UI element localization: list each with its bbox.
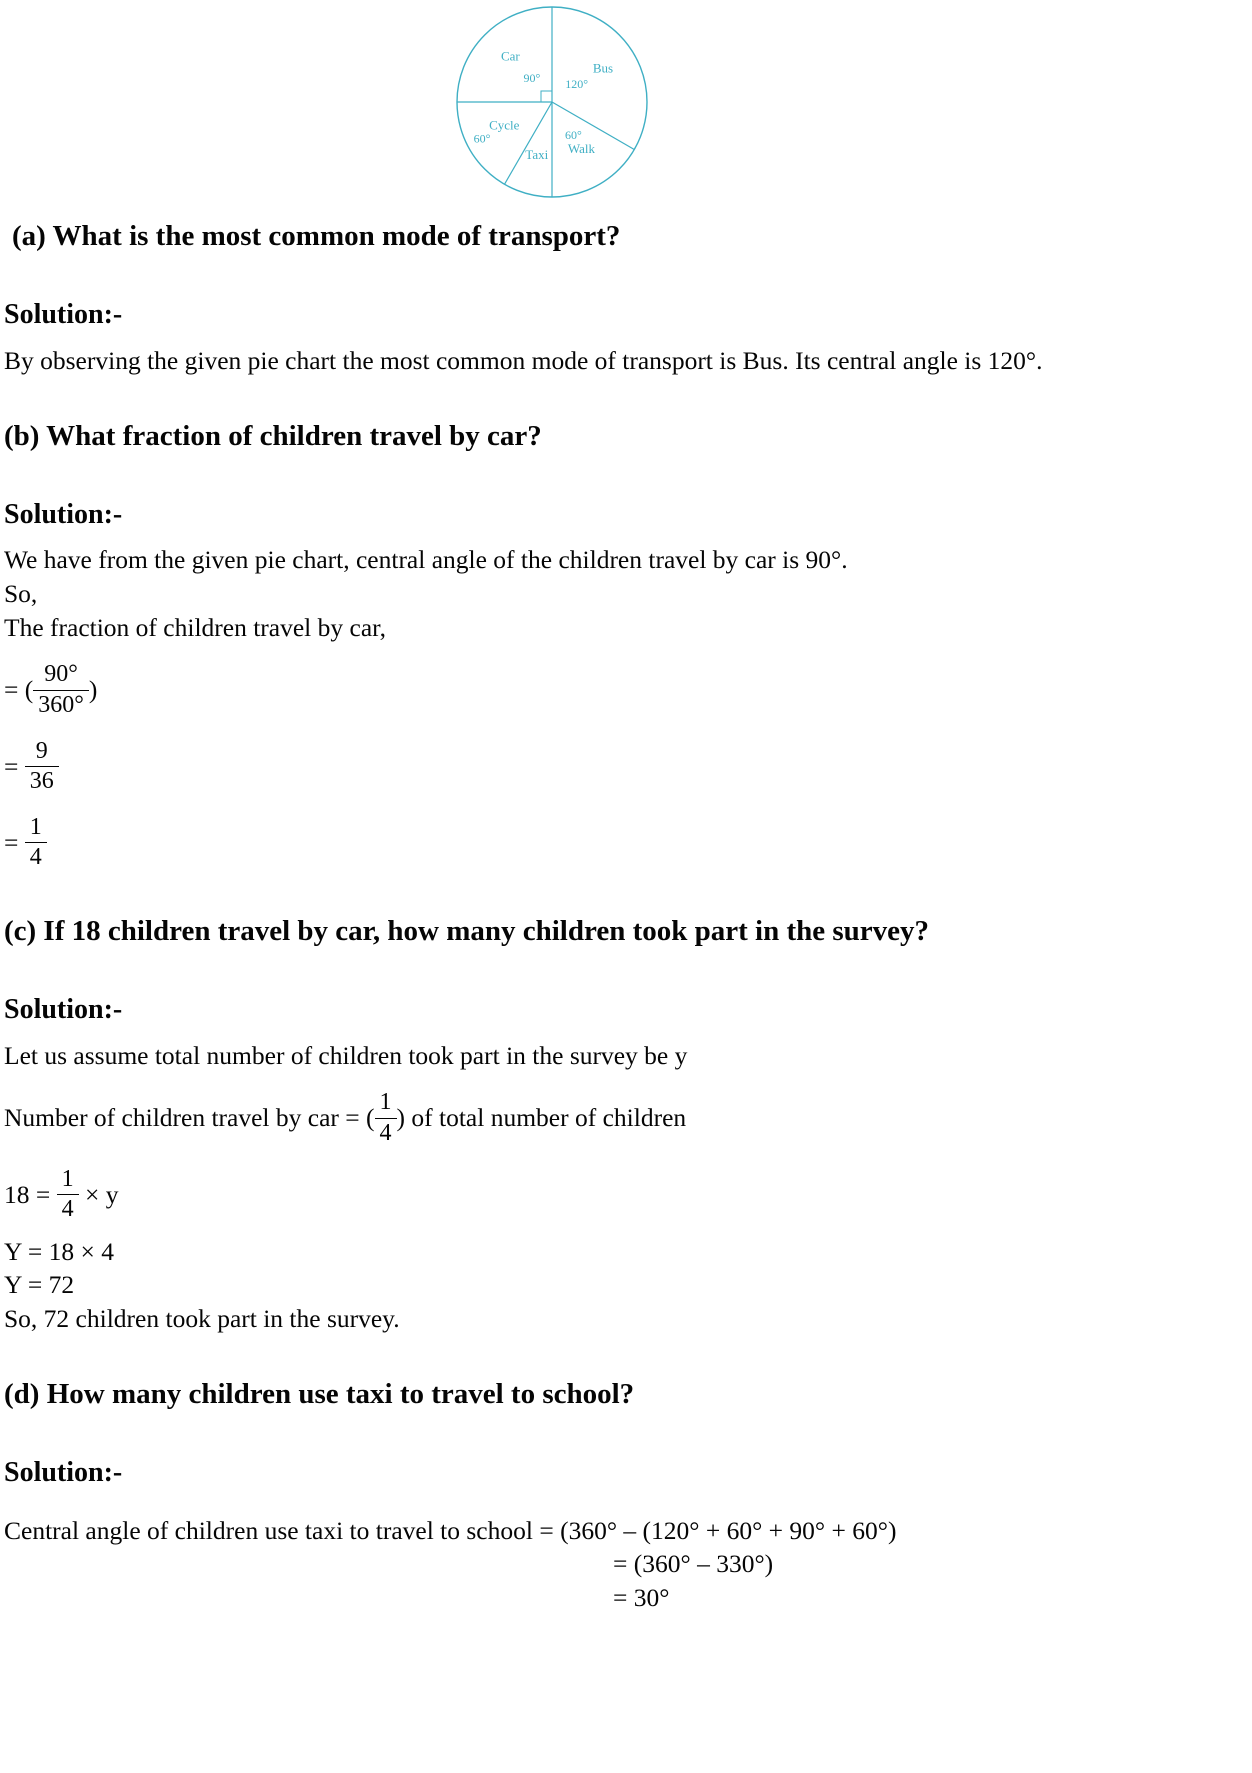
eq-suffix: ) of total number of children: [396, 1103, 687, 1133]
pie-chart-container: [0, 2, 1246, 204]
fraction-numerator: 1: [375, 1088, 397, 1119]
solution-c-line1: Let us assume total number of children took part in the survey be y: [4, 1040, 688, 1070]
svg-text:60°: 60°: [473, 131, 491, 146]
eq-suffix: × y: [78, 1179, 119, 1209]
solution-d-line2: = (360° – 330°): [613, 1549, 774, 1579]
eq-prefix: =: [4, 751, 25, 781]
question-b-heading: (b) What fraction of children travel by car?: [4, 419, 542, 452]
eq-prefix: =: [4, 827, 25, 857]
solution-b-heading: Solution:-: [4, 498, 123, 530]
svg-text:120°: 120°: [565, 76, 589, 91]
fraction-denominator: 4: [29, 844, 42, 871]
fraction-denominator: 360°: [38, 691, 84, 718]
eq-prefix: Number of children travel by car = (: [4, 1103, 375, 1133]
svg-text:90°: 90°: [523, 70, 541, 85]
solution-d-line1: Central angle of children use taxi to travel to school = (360° – (120° + 60° + 90° + 60°): [4, 1515, 897, 1545]
equation-b3: [4, 813, 1246, 873]
fraction-numerator: 90°: [33, 660, 89, 691]
equation-c2: [4, 1165, 1246, 1225]
fraction-numerator: 9: [25, 737, 59, 768]
fraction-denominator: 4: [379, 1119, 392, 1146]
fraction: [25, 813, 47, 873]
question-a-heading: (a) What is the most common mode of transport?: [12, 220, 621, 252]
solution-d-line3: = 30°: [613, 1582, 670, 1612]
fraction: [25, 737, 59, 797]
svg-text:Car: Car: [500, 48, 520, 64]
question-d-section: [0, 1376, 1246, 1615]
svg-text:Walk: Walk: [567, 141, 596, 157]
question-b-section: [0, 418, 1246, 873]
equation-c1: [4, 1088, 1246, 1148]
solution-a-heading: Solution:-: [4, 299, 123, 331]
solution-c-line3: Y = 72: [4, 1270, 75, 1300]
fraction-denominator: 36: [29, 768, 54, 795]
eq-suffix: ): [88, 675, 98, 705]
pie-chart: [452, 2, 652, 202]
solution-b-line3: The fraction of children travel by car,: [4, 612, 387, 642]
solution-c-line2: Y = 18 × 4: [4, 1236, 114, 1266]
eq-prefix: 18 =: [4, 1179, 57, 1209]
solution-b-line1: We have from the given pie chart, central angle of the children travel by car is 90°.: [4, 545, 848, 575]
solution-c-heading: Solution:-: [4, 994, 123, 1026]
eq-prefix: = (: [4, 675, 34, 705]
fraction-denominator: 4: [61, 1196, 74, 1223]
fraction: [375, 1088, 397, 1148]
question-d-heading: (d) How many children use taxi to travel to school?: [4, 1377, 635, 1410]
svg-text:Bus: Bus: [592, 60, 614, 76]
fraction: [33, 660, 89, 720]
svg-text:Taxi: Taxi: [525, 146, 549, 162]
svg-text:60°: 60°: [564, 128, 582, 143]
solution-a-text: By observing the given pie chart the most common mode of transport is Bus. Its central angle is 120°.: [4, 345, 1043, 375]
svg-text:Cycle: Cycle: [489, 117, 520, 133]
question-c-section: [0, 913, 1246, 1336]
question-c-heading: (c) If 18 children travel by car, how many children took part in the survey?: [4, 914, 930, 947]
equation-b1: [4, 660, 1246, 720]
solution-c-line4: So, 72 children took part in the survey.: [4, 1304, 400, 1334]
fraction: [57, 1165, 79, 1225]
solution-d-heading: Solution:-: [4, 1456, 123, 1488]
equation-b2: [4, 737, 1246, 797]
fraction-numerator: 1: [57, 1165, 79, 1196]
solution-b-line2: So,: [4, 579, 38, 608]
question-a-section: [0, 218, 1246, 378]
fraction-numerator: 1: [25, 813, 47, 844]
